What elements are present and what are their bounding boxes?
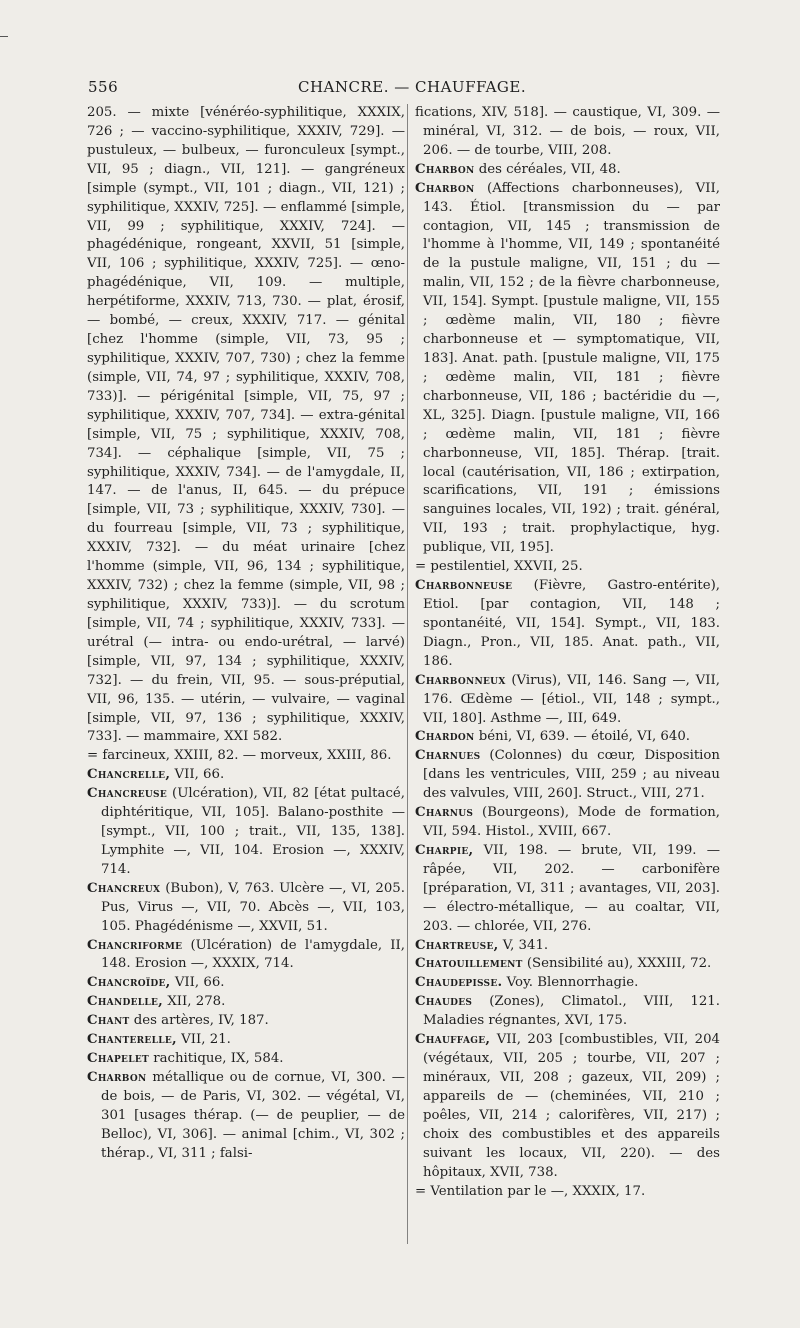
index-entry — [415, 1183, 720, 1202]
entry-term: Charbon — [415, 180, 475, 196]
index-entry — [415, 161, 720, 180]
index-entry — [415, 993, 720, 1031]
entry-text: (Fièvre, Gastro-entérite), Etiol. [par contagion, VII, 148 ; spontanéité, VII, 154]. Sympt., VII, 183. Diagn., Pron., VII, 185. Anat. path., VII, 186. — [423, 578, 720, 669]
index-entry — [87, 937, 405, 975]
entry-text: (Bubon), V, 763. Ulcère —, VI, 205. Pus, Virus —, VII, 70. Abcès —, VII, 103, 105. Phagédénisme —, XXVII, 51. — [101, 880, 405, 934]
entry-text: rachitique, IX, 584. — [148, 1051, 284, 1067]
entry-text: (Virus), VII, 146. Sang —, VII, 176. Œdème — [étiol., VII, 148 ; sympt., VII, 180]. Asthme —, III, 649. — [423, 672, 720, 726]
index-entry — [415, 747, 720, 804]
entry-text: béni, VI, 639. — étoilé, VI, 640. — [474, 729, 691, 745]
entry-term: Chapelet — [87, 1051, 149, 1067]
entry-text: = Ventilation par le —, XXXIX, 17. — [415, 1183, 646, 1199]
entry-text: fications, XIV, 518]. — caustique, VI, 309. — minéral, VI, 312. — de bois, — roux, VII, 206. — de tourbe, VIII, 208. — [415, 105, 720, 158]
index-entry — [87, 1031, 405, 1050]
entry-term: Charnues — [415, 748, 481, 764]
right-column — [415, 104, 720, 1201]
index-entry — [415, 955, 720, 974]
entry-text: métallique ou de cornue, VI, 300. — de bois, — de Paris, VI, 302. — végétal, VI, 301 [usages thérap. (— de peuplier, — de Belloc), VI, 306]. — animal [chim., VI, 302 ; thérap., VI, 311 ; falsi- — [101, 1070, 405, 1161]
entry-text: VII, 66. — [170, 975, 225, 991]
entry-text: = farcineux, XXIII, 82. — morveux, XXIII, 86. — [87, 748, 392, 764]
entry-term: Charpie, — [415, 842, 474, 858]
entry-term: Chancreuse — [87, 786, 168, 802]
entry-term: Chancriforme — [87, 937, 183, 953]
entry-text: VII, 203 [combustibles, VII, 204 (végétaux, VII, 205 ; tourbe, VII, 207 ; minéraux, VII, 208 ; gazeux, VII, 209) ; appareils de — (cheminées, VII, 210 ; poêles, VII, 214 ; calorifères, VII, 217) ; choix des combustibles et des appareils suivant les locaux, VII, 220). — des hôpitaux, XVII, 738. — [423, 1032, 720, 1180]
entry-text: (Affections charbonneuses), VII, 143. Étiol. [transmission du — par contagion, VII, 145 ; transmission de l'homme à l'homme, VII, 149 ; spontanéité de la pustule maligne, VII, 151 ; du — malin, VII, 152 ; de la fièvre charbonneuse, VII, 154]. Sympt. [pustule maligne, VII, 155 ; œdème malin, VII, 180 ; fièvre charbonneuse et — symptomatique, VII, 183]. Anat. path. [pustule maligne, VII, 175 ; œdème malin, VII, 181 ; fièvre charbonneuse, VII, 186 ; bactéridie du —, XL, 325]. Diagn. [pustule maligne, VII, 166 ; œdème malin, VII, 181 ; fièvre charbonneuse, VII, 185]. Thérap. [trait. local (cautérisation, VII, 186 ; extirpation, scarifications, VII, 191 ; émissions sanguines locales, VII, 192) ; trait. général, VII, 193 ; trait. prophylactique, hyg. publique, VII, 195]. — [423, 180, 720, 556]
entry-text: Voy. Blennorrhagie. — [502, 975, 639, 991]
entry-term: Chaudepisse. — [415, 975, 503, 991]
entry-term: Charbonneux — [415, 672, 506, 688]
entry-term: Chardon — [415, 729, 475, 745]
index-entry — [87, 1050, 405, 1069]
index-entry — [415, 558, 720, 577]
index-entry — [415, 728, 720, 747]
entry-term: Chatouillement — [415, 956, 523, 972]
entry-term: Chancrelle, — [87, 767, 171, 783]
entry-term: Charnus — [415, 805, 474, 821]
index-entry — [415, 804, 720, 842]
index-entry — [87, 993, 405, 1012]
entry-text: VII, 21. — [176, 1032, 231, 1048]
entry-text: (Sensibilité au), XXXIII, 72. — [522, 956, 712, 972]
entry-text: des céréales, VII, 48. — [474, 161, 621, 177]
entry-term: Chandelle, — [87, 994, 164, 1010]
index-entry — [415, 672, 720, 729]
entry-text: VII, 66. — [170, 767, 225, 783]
margin-mark — [0, 36, 8, 37]
entry-term: Chant — [87, 1013, 130, 1029]
index-entry — [415, 1031, 720, 1182]
entry-term: Chaudes — [415, 994, 473, 1010]
entry-term: Chauffage, — [415, 1032, 491, 1048]
index-entry — [87, 880, 405, 937]
column-divider — [407, 104, 408, 1244]
entry-term: Charbonneuse — [415, 578, 513, 594]
entry-text: XII, 278. — [163, 994, 226, 1010]
entry-text: VII, 198. — brute, VII, 199. — râpée, VII, 202. — carbonifère [préparation, VI, 311 ; avantages, VII, 203]. — électro-métallique, — au coaltar, VII, 203. — chlorée, VII, 276. — [423, 842, 720, 934]
entry-text: V, 341. — [498, 937, 549, 953]
index-entry — [415, 180, 720, 558]
entry-term: Chanterelle, — [87, 1032, 177, 1048]
index-entry — [415, 937, 720, 956]
left-column — [87, 104, 405, 1164]
running-header — [88, 78, 718, 100]
running-title: CHANCRE. — CHAUFFAGE. — [298, 78, 527, 96]
entry-text: (Zones), Climatol., VIII, 121. Maladies régnantes, XVI, 175. — [423, 994, 720, 1029]
entry-term: Chartreuse, — [415, 937, 499, 953]
index-entry — [87, 766, 405, 785]
entry-term: Charbon — [87, 1070, 147, 1086]
index-entry — [87, 1012, 405, 1031]
index-entry — [87, 104, 405, 747]
index-entry — [415, 974, 720, 993]
index-entry — [87, 747, 405, 766]
entry-text: des artères, IV, 187. — [129, 1013, 269, 1029]
entry-term: Chancreux — [87, 880, 161, 896]
entry-term: Charbon — [415, 161, 475, 177]
entry-text: (Colonnes) du cœur, Disposition [dans les ventricules, VIII, 259 ; au niveau des valvules, VIII, 260]. Struct., VIII, 271. — [423, 748, 720, 802]
index-entry — [415, 104, 720, 161]
entry-text: 205. — mixte [vénéréo-syphilitique, XXXIX, 726 ; — vaccino-syphilitique, XXXIV, 729]. — pustuleux, — bulbeux, — furonculeux [sympt., VII, 95 ; diagn., VII, 121]. — gangréneux [simple (sympt., VII, 101 ; diagn., VII, 121) ; syphilitique, XXXIV, 725]. — enflammé [simple, VII, 99 ; syphilitique, XXXIV, 724]. — phagédénique, rongeant, XXVII, 51 [simple, VII, 106 ; syphilitique, XXXIV, 725]. — œno-phagédénique, VII, 109. — multiple, herpétiforme, XXXIV, 713, 730. — plat, érosif, — bombé, — creux, XXXIV, 717. — génital [chez l'homme (simple, VII, 73, 95 ; syphilitique, XXXIV, 707, 730) ; chez la femme (simple, VII, 74, 97 ; syphilitique, XXXIV, 708, 733)]. — périgénital [simple, VII, 75, 97 ; syphilitique, XXXIV, 707, 734]. — extra-génital [simple, VII, 75 ; syphilitique, XXXIV, 708, 734]. — céphalique [simple, VII, 75 ; syphilitique, XXXIV, 734]. — de l'amygdale, II, 147. — de l'anus, II, 645. — du prépuce [simple, VII, 73 ; syphilitique, XXXIV, 730]. — du fourreau [simple, VII, 73 ; syphilitique, XXXIV, 732]. — du méat urinaire [chez l'homme (simple, VII, 96, 134 ; syphilitique, XXXIV, 732) ; chez la femme (simple, VII, 98 ; syphilitique, XXXIV, 733)]. — du scrotum [simple, VII, 74 ; syphilitique, XXXIV, 733]. — urétral (— intra- ou endo-urétral, — larvé) [simple, VII, 97, 134 ; syphilitique, XXXIV, 732]. — du frein, VII, 95. — sous-préputial, VII, 96, 135. — utérin, — vulvaire, — vaginal [simple, VII, 97, 136 ; syphilitique, XXXIV, 733]. — mammaire, XXI 582. — [87, 105, 405, 745]
page-number: 556 — [88, 78, 119, 96]
index-entry — [87, 1069, 405, 1164]
entry-term: Chancroïde, — [87, 975, 171, 991]
index-entry — [87, 785, 405, 880]
index-entry — [415, 577, 720, 672]
entry-text: = pestilentiel, XXVII, 25. — [415, 559, 583, 575]
entry-text: (Ulcération), VII, 82 [état pultacé, diphtéritique, VII, 105]. Balano-posthite — [sympt., VII, 100 ; trait., VII, 135, 138]. Lymphite —, VII, 104. Erosion —, XXXIV, 714. — [101, 786, 405, 877]
index-entry — [87, 974, 405, 993]
index-entry — [415, 842, 720, 937]
entry-text: (Ulcération) de l'amygdale, II, 148. Erosion —, XXXIX, 714. — [101, 937, 405, 972]
entry-text: (Bourgeons), Mode de formation, VII, 594. Histol., XVIII, 667. — [423, 805, 720, 840]
